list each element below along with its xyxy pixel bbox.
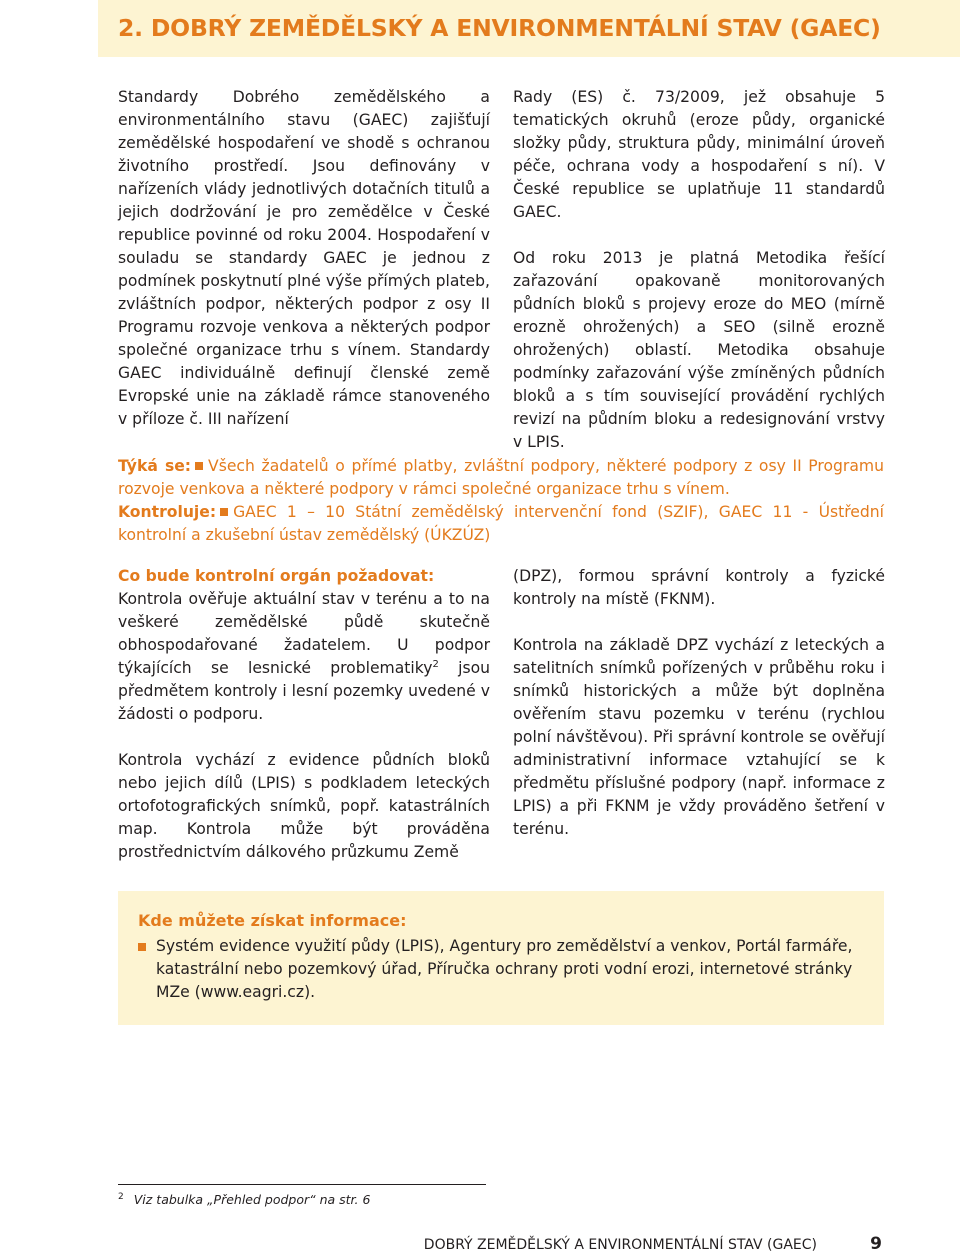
chapter-title: 2. DOBRÝ ZEMĚDĚLSKÝ A ENVIRONMENTÁLNÍ STAV (GAEC) xyxy=(118,14,881,42)
requirements-text-a: Kontrola ověřuje aktuální stav v terénu a to na veškeré zemědělské půdě skutečně obhospodařované žadatelem. U podpor týkajících se lesnické problematiky xyxy=(118,590,490,677)
requirements-text-b: jsou předmětem kontroly i lesní pozemky uvedené v žádosti o podporu. xyxy=(118,659,490,723)
intro-left-column xyxy=(118,86,490,431)
requirements-paragraph-4: Kontrola na základě DPZ vychází z leteckých a satelitních snímků pořízených v průběhu roku i snímků historických a může být doplněna ověřením stavu pozemku v terénu (rychlou polní návštěvou). Při správní kontrole se ověřují administrativní informace vztahující se k předmětu příslušné podpory (např. informace z LPIS) a při FKNM je vždy prováděno šetření v terénu. xyxy=(513,636,885,838)
tyka-se-label: Týká se: xyxy=(118,457,192,475)
bullet-square-icon xyxy=(195,462,203,470)
requirements-right-column xyxy=(513,565,885,841)
tyka-se-line xyxy=(118,455,884,501)
footnote-number: 2 xyxy=(118,1192,124,1202)
methodology-paragraph: Od roku 2013 je platná Metodika řešící zařazování opakovaně monitorovaných půdních bloků s projevy eroze do MEO (mírně erozně ohrožených) a SEO (silně erozně ohrožených) oblastí. Metodika obsahuje podmínky zařazování výše zmíněných půdních bloků a s tím související provádění rychlých revizí na půdním bloku a redesignování vrstvy v LPIS. xyxy=(513,249,885,451)
bullet-square-icon xyxy=(138,943,146,951)
info-box-title: Kde můžete získat informace: xyxy=(138,911,407,930)
requirements-left-column xyxy=(118,565,490,864)
intro-paragraph: Standardy Dobrého zemědělského a environmentálního stavu (GAEC) zajišťují zemědělské hospodaření ve shodě s ochranou životního prostředí. Jsou definovány v nařízeních vlády jednotlivých dotačních titulů a jejich dodržování je pro zemědělce v České republice povinné od roku 2004. Hospodaření v souladu se standardy GAEC je jednou z podmínek poskytnutí plné výše přímých plateb, zvláštních podpor, některých podpor z osy II Programu rozvoje venkova a některých podpor společné organizace trhu s vínem. Standardy GAEC individuálně definují členské země Evropské unie na základě rámce stanoveného v příloze č. III nařízení xyxy=(118,88,490,428)
requirements-paragraph-2: Kontrola vychází z evidence půdních bloků nebo jejich dílů (LPIS) s podkladem leteckých ortofotografických snímků, popř. katastrálních map. Kontrola může být prováděna prostřednictvím dálkového průzkumu Země xyxy=(118,751,490,861)
bullet-square-icon xyxy=(220,508,228,516)
tyka-se-text: Všech žadatelů o přímé platby, zvláštní podpory, některé podpory z osy II Programu rozvoje venkova a některé podpory v rámci společné organizace trhu s vínem. xyxy=(118,457,884,498)
requirements-heading-line xyxy=(118,565,490,588)
footnote xyxy=(118,1192,370,1207)
info-box-item xyxy=(138,935,863,1004)
kontroluje-text: GAEC 1 – 10 Státní zemědělský intervenční fond (SZIF), GAEC 11 - Ústřední kontrolní a zkušební ústav zemědělský (ÚKZÚZ) xyxy=(118,503,884,544)
info-box-item-text: Systém evidence využití půdy (LPIS), Agentury pro zemědělství a venkov, Portál farmáře, katastrální nebo pozemkový úřad, Příručka ochrany proti vodní erozi, internetové stránky MZe (www.eagri.cz). xyxy=(156,937,853,1001)
footnote-text: Viz tabulka „Přehled podpor“ na str. 6 xyxy=(133,1192,371,1208)
page-number: 9 xyxy=(870,1234,882,1254)
info-box xyxy=(118,891,884,1025)
running-footer: DOBRÝ ZEMĚDĚLSKÝ A ENVIRONMENTÁLNÍ STAV (GAEC) xyxy=(423,1237,817,1253)
footnote-ref: 2 xyxy=(432,658,439,670)
footnote-divider xyxy=(118,1184,486,1185)
requirements-paragraph-3: (DPZ), formou správní kontroly a fyzické kontroly na místě (FKNM). xyxy=(513,567,885,608)
intro-right-column xyxy=(513,86,885,454)
requirements-paragraph-1 xyxy=(118,588,490,726)
kontroluje-label: Kontroluje: xyxy=(118,503,217,521)
intro-paragraph-continued: Rady (ES) č. 73/2009, jež obsahuje 5 tematických okruhů (eroze půdy, organické složky půdy, struktura půdy, minimální úroveň péče, ochrana vody a hospodaření s ní). V České republice se uplatňuje 11 standardů GAEC. xyxy=(513,88,885,221)
applicability-block xyxy=(118,455,884,547)
kontroluje-line xyxy=(118,501,884,547)
requirements-heading: Co bude kontrolní orgán požadovat: xyxy=(118,567,435,585)
